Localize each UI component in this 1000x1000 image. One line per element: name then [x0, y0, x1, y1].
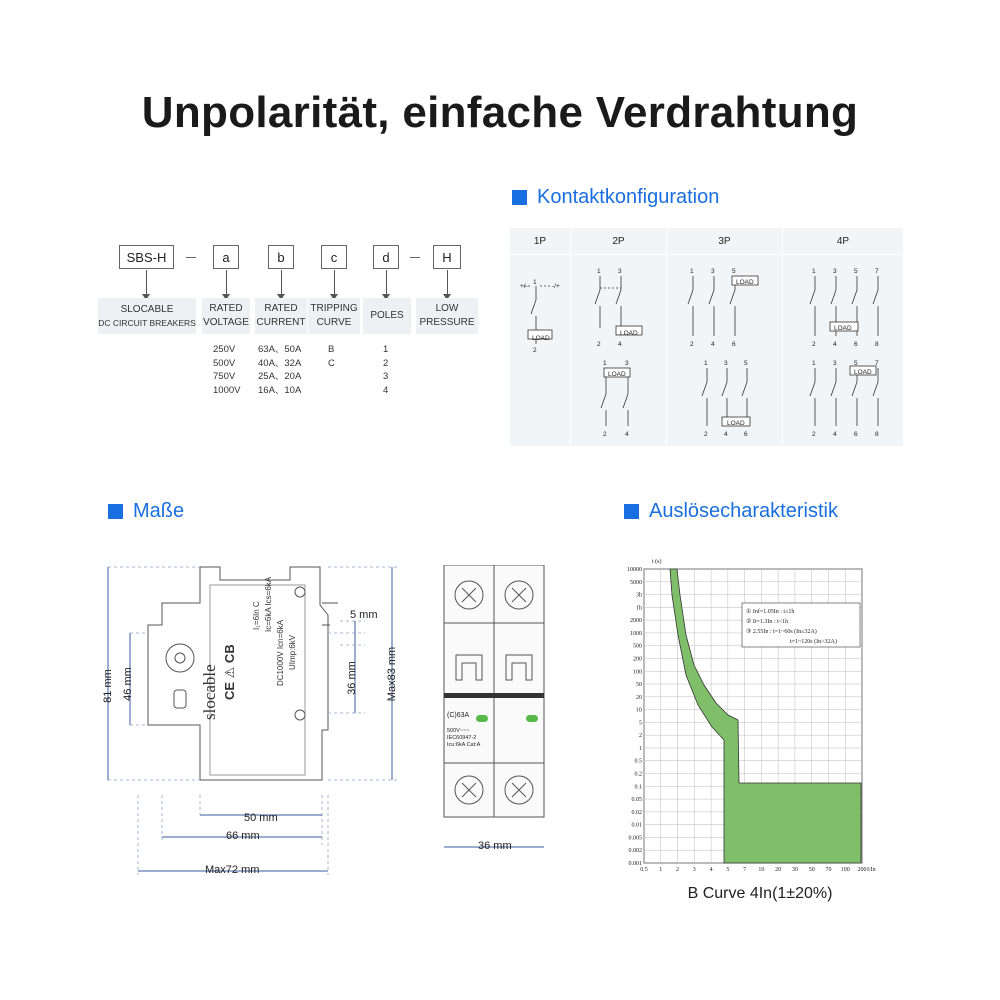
dim-36mm-width: 36 mm: [478, 840, 512, 852]
y-tick-label: 2: [639, 733, 642, 740]
contact-header-2p: 2P: [612, 235, 625, 247]
y-unit-label: t (s): [652, 559, 662, 565]
code-label-series: [98, 298, 196, 334]
y-tick-label: 0.01: [631, 822, 642, 829]
y-tick-label: 500: [633, 643, 642, 650]
x-tick-label: 200: [857, 867, 867, 873]
y-tick-label: 2000: [630, 618, 642, 625]
y-tick-label: 0.5: [634, 758, 642, 765]
svg-text:6: 6: [732, 341, 736, 348]
code-box-d: d: [373, 245, 399, 269]
contact-config-table: [510, 228, 903, 446]
svg-text:3: 3: [711, 268, 715, 275]
svg-text:3: 3: [618, 268, 622, 275]
svg-text:5: 5: [854, 268, 858, 275]
dim-66mm: 66 mm: [226, 830, 260, 842]
y-tick-label: 5000: [630, 579, 642, 586]
code-label-line: CURRENT: [256, 317, 306, 328]
x-tick-label: 10: [758, 867, 765, 873]
x-tick-label: 3: [692, 867, 696, 873]
code-box-h: H: [433, 245, 461, 269]
svg-text:8: 8: [875, 341, 879, 348]
side-print-line: DC1000V Icn=6kA: [276, 619, 285, 686]
svg-text:4: 4: [724, 431, 728, 438]
y-tick-label: 0.005: [628, 835, 642, 842]
trip-curve-caption: B Curve 4In(1±20%): [687, 885, 833, 902]
dim-max83mm: Max83 mm: [386, 646, 398, 702]
svg-text:5: 5: [854, 360, 858, 367]
current-options: 63A、50A 40A、32A 25A、20A 16A、10A: [258, 344, 302, 396]
dim-46mm: 46 mm: [122, 667, 134, 701]
code-label-poles: [363, 298, 411, 334]
x-tick-label: 0.5: [640, 867, 648, 873]
contact-header-3p: 3P: [718, 235, 731, 247]
x-tick-label: 20: [775, 867, 782, 873]
svg-text:1: 1: [704, 360, 708, 367]
y-tick-label: 0.02: [631, 809, 642, 816]
x-tick-label: 5: [726, 867, 730, 873]
code-arrow: [226, 270, 227, 294]
code-box-c: c: [321, 245, 347, 269]
y-tick-label: 100: [633, 669, 642, 676]
front-print-line: 500V~~~: [447, 728, 470, 734]
front-print-block: [447, 728, 480, 749]
svg-text:LOAD: LOAD: [736, 279, 754, 286]
y-tick-label: 5: [639, 720, 642, 727]
svg-text:1: 1: [812, 360, 816, 367]
svg-text:2: 2: [812, 431, 816, 438]
y-tick-label: 0.1: [634, 784, 642, 791]
dim-5mm: 5 mm: [350, 609, 378, 621]
svg-text:7: 7: [875, 360, 879, 367]
y-tick-label: 1h: [636, 605, 642, 612]
svg-text:-/+: -/+: [552, 283, 560, 290]
code-label-line: LOW: [435, 302, 459, 314]
front-view-drawing: [440, 565, 550, 855]
trip-curve-chart: [612, 555, 882, 875]
svg-text:3: 3: [724, 360, 728, 367]
section-dimensions-label: Maße: [133, 500, 185, 522]
code-arrow: [386, 270, 387, 294]
code-arrow: [146, 270, 147, 294]
code-label-line: RATED: [209, 302, 243, 314]
side-print-line: UImp:6kV: [288, 634, 297, 670]
svg-text:7: 7: [875, 268, 879, 275]
code-arrow: [334, 270, 335, 294]
y-tick-label: 0.05: [631, 797, 642, 804]
x-tick-label: 4: [709, 867, 713, 873]
svg-text:3: 3: [625, 360, 629, 367]
svg-text:1: 1: [603, 360, 607, 367]
svg-text:LOAD: LOAD: [854, 369, 872, 376]
x-tick-label: 2: [676, 867, 680, 873]
section-square-icon: [108, 504, 123, 519]
load-label-1p: LOAD: [532, 335, 550, 342]
svg-text:6: 6: [854, 341, 858, 348]
code-label-curve: [308, 298, 360, 334]
code-arrow: [281, 270, 282, 294]
section-contacts-label: Kontaktkonfiguration: [537, 186, 720, 208]
svg-text:4: 4: [711, 341, 715, 348]
y-tick-label: 10000: [627, 567, 642, 573]
svg-text:3: 3: [833, 268, 837, 275]
side-cert-marks: CE ⚠ CB: [222, 644, 237, 700]
svg-text:3: 3: [833, 360, 837, 367]
code-label-line: RATED: [264, 302, 298, 314]
page-title: Unpolarität, einfache Verdrahtung: [141, 88, 859, 137]
contact-wiring-diagrams: [510, 228, 903, 446]
code-label-pressure: [416, 298, 478, 334]
dim-50mm: 50 mm: [244, 812, 278, 824]
legend-line: ① Inf=1.05In : t≤1h: [746, 609, 795, 615]
front-print-line: IEC60947-2: [447, 735, 477, 741]
svg-text:4: 4: [625, 431, 629, 438]
dim-81mm: 81 mm: [102, 669, 114, 703]
svg-text:2: 2: [603, 431, 607, 438]
y-tick-label: 50: [636, 682, 642, 689]
svg-text:1: 1: [812, 268, 816, 275]
code-label-voltage: [202, 298, 250, 334]
code-label-current: [255, 298, 307, 334]
y-tick-label: 0.2: [634, 771, 642, 778]
svg-text:2: 2: [812, 341, 816, 348]
x-unit-label: I/In: [867, 867, 876, 873]
poles-options: 1 2 3 4: [383, 344, 389, 396]
section-dimensions-header: [108, 500, 184, 523]
side-print-line: I₁=6In C: [252, 601, 261, 630]
y-tick-label: 1000: [630, 630, 642, 637]
x-tick-label: 7: [743, 867, 747, 873]
code-label-line: PRESSURE: [419, 317, 475, 328]
side-print-line: Ic=6kA Ics=6kA: [264, 576, 273, 632]
y-tick-label: 0.001: [628, 861, 642, 867]
side-brand-text: slocable: [200, 664, 219, 720]
legend-line: t=1~120s (In>32A): [790, 639, 837, 645]
svg-text:2: 2: [597, 341, 601, 348]
x-tick-label: 100: [840, 867, 850, 873]
code-label-line: TRIPPING: [310, 302, 358, 314]
svg-text:8: 8: [875, 431, 879, 438]
legend-line: ③ 2.55In : t=1~60s (In≤32A): [746, 629, 817, 635]
svg-text:LOAD: LOAD: [727, 420, 745, 427]
x-tick-label: 70: [825, 867, 832, 873]
svg-text:2: 2: [690, 341, 694, 348]
svg-text:5: 5: [732, 268, 736, 275]
svg-text:2: 2: [704, 431, 708, 438]
voltage-options: 250V 500V 750V 1000V: [213, 344, 241, 396]
y-tick-label: 20: [636, 694, 642, 701]
section-square-icon: [512, 190, 527, 205]
contact-header-1p: 1P: [533, 235, 547, 247]
svg-text:1: 1: [690, 268, 694, 275]
section-contacts-header: [512, 186, 719, 209]
svg-text:4: 4: [618, 341, 622, 348]
front-rating-text: (C)63A: [447, 712, 470, 719]
code-box-series: SBS-H: [119, 245, 174, 269]
y-tick-label: 1: [639, 745, 642, 752]
x-tick-label: 30: [791, 867, 798, 873]
x-tick-label: 1: [659, 867, 663, 873]
svg-text:6: 6: [744, 431, 748, 438]
svg-text:2: 2: [533, 347, 537, 354]
svg-text:5: 5: [744, 360, 748, 367]
dim-max72mm: Max72 mm: [205, 864, 260, 876]
code-arrow: [447, 270, 448, 294]
code-label-line: SLOCABLE: [120, 303, 174, 315]
curve-options: B C: [328, 344, 335, 369]
code-box-a: a: [213, 245, 239, 269]
y-tick-label: 200: [633, 656, 642, 663]
svg-text:6: 6: [854, 431, 858, 438]
legend-line: ② It=1.3In : t<1h: [746, 619, 789, 625]
code-label-line: CURVE: [316, 317, 352, 328]
code-dash: [410, 257, 420, 258]
y-tick-label: 10: [636, 707, 642, 714]
svg-text:1: 1: [533, 279, 537, 286]
svg-text:4: 4: [833, 341, 837, 348]
code-label-line: VOLTAGE: [203, 317, 249, 328]
code-label-line: POLES: [370, 309, 404, 321]
code-dash: [186, 257, 196, 258]
y-tick-label: 0.002: [628, 848, 642, 855]
dim-36mm-height: 36 mm: [346, 661, 358, 695]
svg-text:4: 4: [833, 431, 837, 438]
section-square-icon: [624, 504, 639, 519]
code-box-b: b: [268, 245, 294, 269]
code-label-line: DC CIRCUIT BREAKERS: [98, 318, 196, 329]
svg-text:LOAD: LOAD: [620, 330, 638, 337]
section-trip-label: Auslösecharakteristik: [649, 500, 838, 522]
x-tick-label: 50: [808, 867, 815, 873]
front-print-line: Icu:6kA Cat:A: [447, 742, 481, 748]
y-tick-label: 3h: [636, 592, 642, 599]
contact-header-4p: 4P: [836, 235, 850, 247]
svg-text:LOAD: LOAD: [834, 325, 852, 332]
svg-text:+/-: +/-: [520, 283, 528, 290]
svg-text:LOAD: LOAD: [608, 371, 626, 378]
section-trip-header: [624, 500, 838, 523]
svg-text:1: 1: [597, 268, 601, 275]
